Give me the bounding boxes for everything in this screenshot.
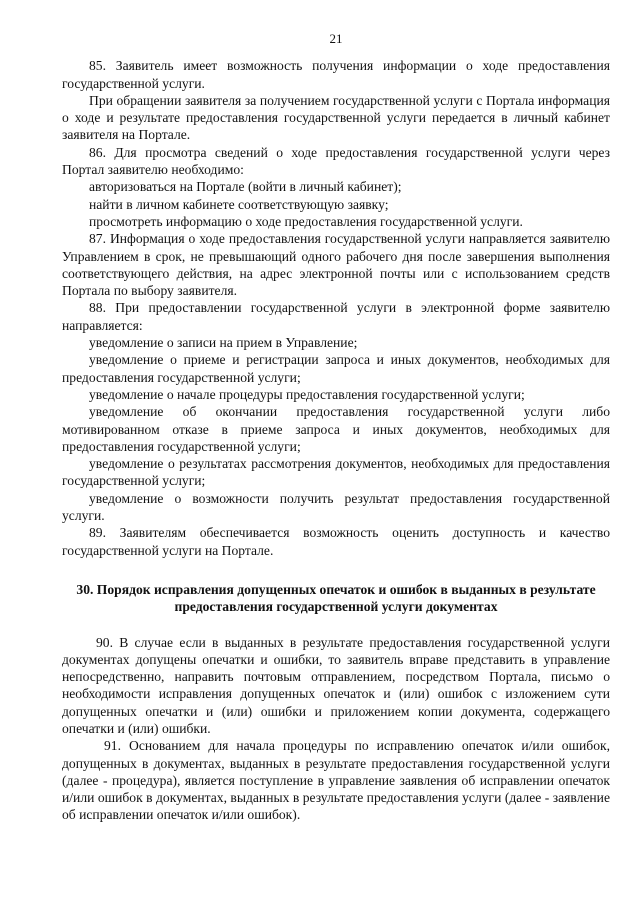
section-heading: 30. Порядок исправления допущенных опечаток и ошибок в выданных в результате предоставления государственной услуги документах (76, 581, 596, 615)
paragraph-86: 86. Для просмотра сведений о ходе предоставления государственной услуги через Портал заявителю необходимо: (62, 144, 610, 178)
paragraph-portal-info: При обращении заявителя за получением государственной услуги с Портала информация о ходе и результате предоставления государственной услуги передается в личный кабинет заявителя на Портале. (62, 92, 610, 143)
paragraph-88: 88. При предоставлении государственной услуги в электронной форме заявителю направляется: (62, 300, 610, 333)
document-page (62, 30, 610, 824)
list-item-notice-result: уведомление о возможности получить результат предоставления государственной услуги. (62, 490, 610, 524)
paragraph-87: 87. Информация о ходе предоставления государственной услуги направляется заявителю Управлением в срок, не превышающий одного рабочего дня после завершения выполнения соответствующего действия, на адрес электронной почты или с использованием средств Портала по выбору заявителя. (62, 231, 610, 299)
paragraph-85: 85. Заявитель имеет возможность получения информации о ходе предоставления государственной услуги. (62, 58, 610, 91)
list-item-notice-registration: уведомление о приеме и регистрации запроса и иных документов, необходимых для предоставления государственной услуги; (62, 352, 610, 385)
paragraph-89: 89. Заявителям обеспечивается возможность оценить доступность и качество государственной услуги на Портале. (62, 525, 610, 558)
list-item-authorize: авторизоваться на Портале (войти в личный кабинет); (89, 179, 402, 195)
paragraph-91: 91. Основанием для начала процедуры по исправлению опечаток и/или ошибок, допущенных в документах, выданных в результате предоставления государственной услуги (далее - процедура), является поступление в управление заявления об исправлении опечаток и/или ошибок в документах, выданных в результате предоставления услуги (далее - заявление об исправлении опечаток и/или ошибок). (62, 738, 610, 823)
list-item-view-info: просмотреть информацию о ходе предоставления государственной услуги. (89, 213, 523, 229)
paragraph-90: 90. В случае если в выданных в результате предоставления государственной услуги документах допущены опечатки и ошибки, то заявитель вправе представить в управление непосредственно, направить почтовым отправлением, посредством Портала, письмо о необходимости исправления допущенных опечаток и (или) ошибок с изложением сути допущенных опечатки и (или) ошибки и приложением копии документа, содержащего опечатки и (или) ошибки. (62, 634, 610, 736)
list-item-notice-appointment: уведомление о записи на прием в Управление; (89, 335, 358, 351)
list-item-notice-start: уведомление о начале процедуры предоставления государственной услуги; (89, 386, 525, 402)
list-item-notice-review: уведомление о результатах рассмотрения документов, необходимых для предоставления государственной услуги; (62, 456, 610, 489)
page-number: 21 (329, 31, 343, 46)
list-item-notice-end: уведомление об окончании предоставления государственной услуги либо мотивированном отказе в приеме запроса и иных документов, необходимых для предоставления государственной услуги; (62, 404, 610, 454)
list-item-find-request: найти в личном кабинете соответствующую заявку; (89, 196, 389, 212)
